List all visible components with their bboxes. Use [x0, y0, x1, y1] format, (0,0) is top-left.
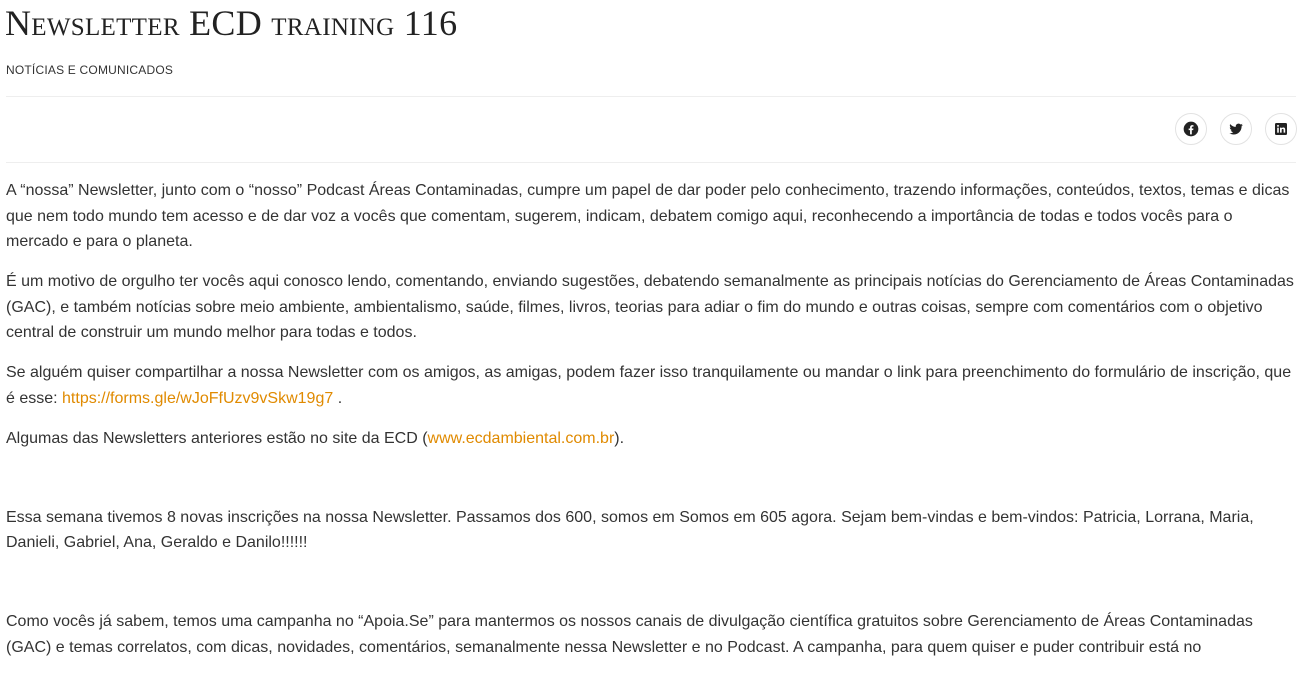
facebook-share-button[interactable]: [1175, 113, 1207, 145]
paragraph-pride: É um motivo de orgulho ter vocês aqui conosco lendo, comentando, enviando sugestões, debatendo semanalmente as principais notícias do Gerenciamento de Áreas Contaminadas (GAC), e também notícias sobre meio ambiente, ambientalismo, saúde, filmes, livros, teorias para adiar o fim do mundo e outras coisas, sempre com comentários com o objetivo central de construir um mundo melhor para todas e todos.: [6, 273, 1294, 341]
paragraph-share: [6, 360, 1298, 411]
paragraph-share-end: .: [333, 389, 343, 407]
twitter-share-button[interactable]: [1220, 113, 1252, 145]
paragraph-intro: A “nossa” Newsletter, junto com o “nosso” Podcast Áreas Contaminadas, cumpre um papel de dar poder pelo conhecimento, trazendo informações, conteúdos, textos, temas e dicas que nem todo mundo tem acesso e de dar voz a vocês que comentam, sugerem, indicam, debatem comigo aqui, reconhecendo a importância de todas e todos vocês para o mercado e para o planeta.: [6, 182, 1290, 250]
facebook-icon: [1183, 121, 1199, 137]
share-buttons: [1175, 113, 1297, 145]
spacer: [6, 570, 1298, 609]
category-label[interactable]: NOTÍCIAS E COMUNICADOS: [6, 63, 174, 77]
linkedin-icon: [1273, 121, 1289, 137]
subscription-form-link[interactable]: https://forms.gle/wJoFfUzv9vSkw19g7: [62, 389, 334, 407]
paragraph-previous-text: Algumas das Newsletters anteriores estão no site da ECD (: [6, 429, 428, 447]
paragraph-campaign: Como vocês já sabem, temos uma campanha no “Apoia.Se” para mantermos os nossos canais de divulgação científica gratuitos sobre Gerenciamento de Áreas Contaminadas (GAC) e temas correlatos, com dicas, novidades, comentários, semanalmente nessa Newsletter e no Podcast. A campanha, para quem quiser e puder contribuir está no: [6, 613, 1253, 656]
paragraph-subscriptions: Essa semana tivemos 8 novas inscrições na nossa Newsletter. Passamos dos 600, somos em Somos em 605 agora. Sejam bem-vindas e bem-vindos: Patricia, Lorrana, Maria, Danieli, Gabriel, Ana, Geraldo e Danilo!!!!!!: [6, 508, 1254, 551]
spacer: [6, 466, 1298, 505]
divider-top: [6, 96, 1296, 97]
ecd-website-link[interactable]: www.ecdambiental.com.br: [427, 429, 615, 447]
twitter-icon: [1228, 121, 1244, 137]
divider-bottom: [6, 162, 1296, 163]
paragraph-previous-end: ).: [614, 429, 625, 447]
page-title: Newsletter ECD training 116: [5, 3, 458, 43]
article-body: [6, 178, 1298, 675]
paragraph-share-text: Se alguém quiser compartilhar a nossa Newsletter com os amigos, as amigas, podem fazer isso tranquilamente ou mandar o link para preenchimento do formulário de inscrição, que é esse:: [6, 364, 1292, 407]
linkedin-share-button[interactable]: [1265, 113, 1297, 145]
paragraph-previous: [6, 426, 1298, 452]
